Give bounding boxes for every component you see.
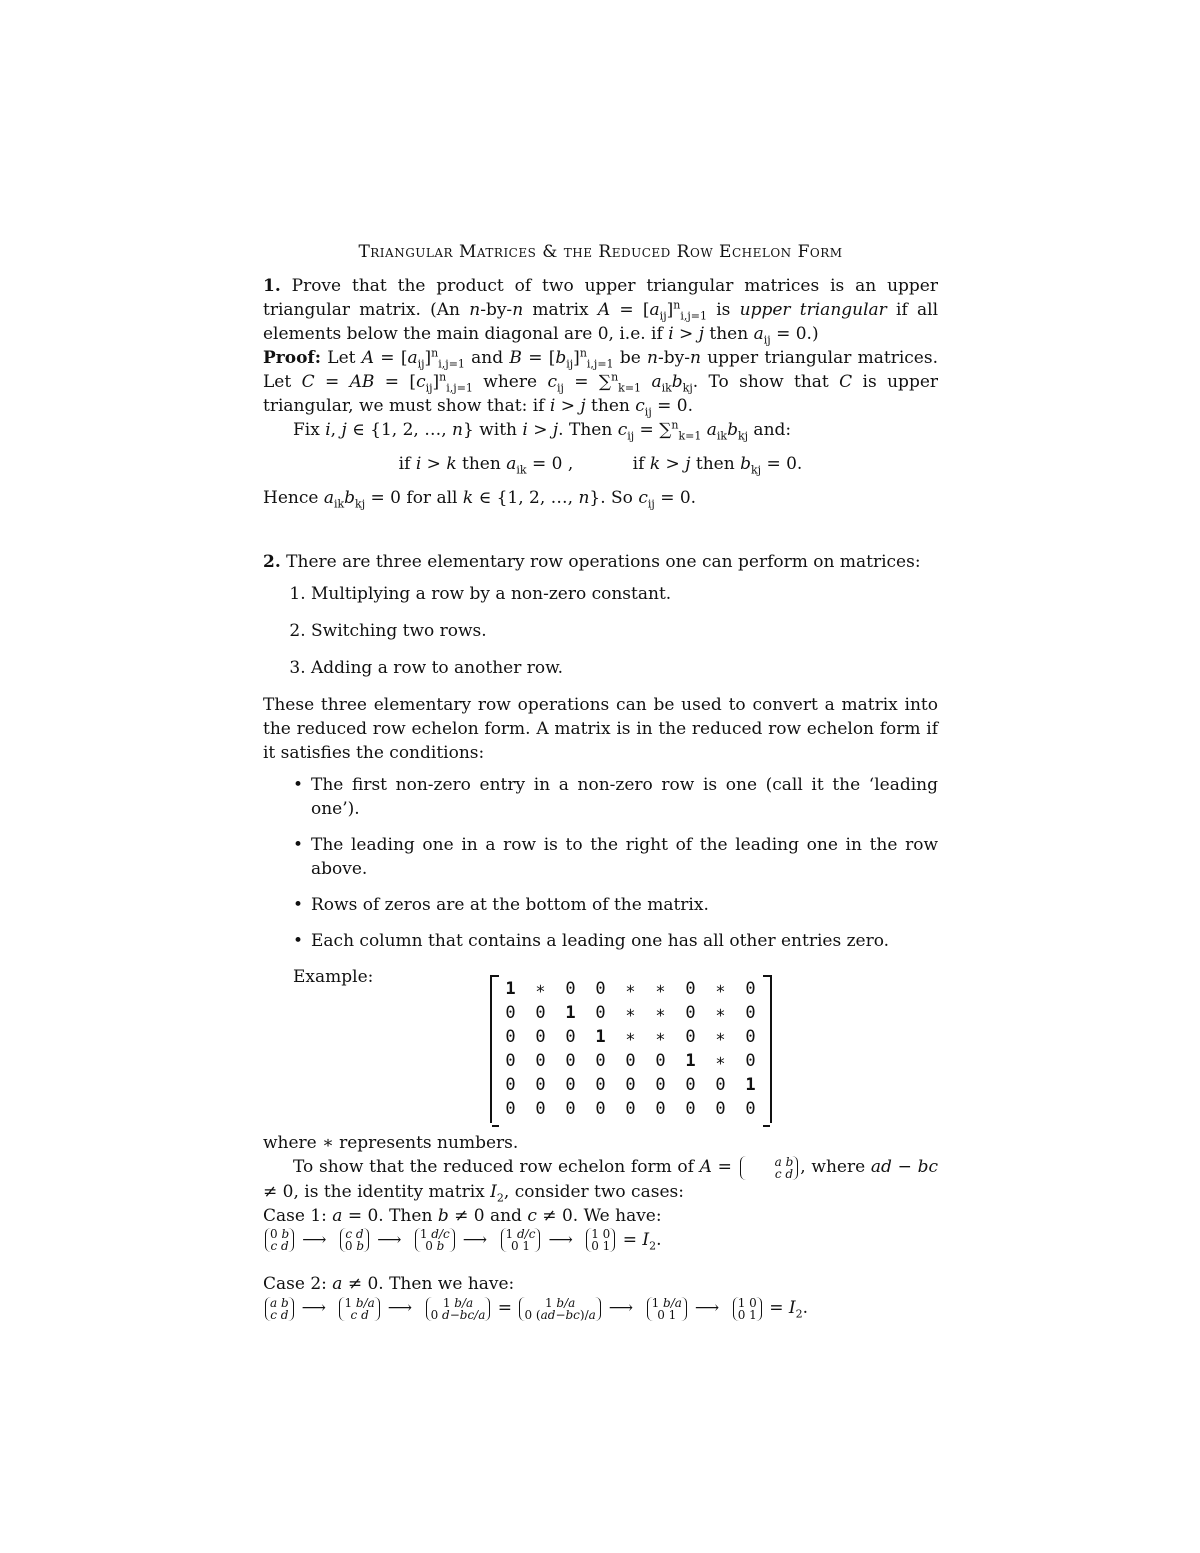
- matrix-cell: 0: [655, 1051, 666, 1071]
- case-1-steps: 0 b c d ⟶ c d 0 b ⟶ 1 d/c 0 b ⟶ 1 d/c 0 1 ⟶ 1 0 0 1 = $I_2$.: [263, 1228, 938, 1253]
- matrix-cell: 0: [505, 1099, 516, 1119]
- matrix-cell: 0: [565, 1099, 576, 1119]
- page-title: Triangular Matrices & the Reduced Row Echelon Form: [358, 242, 843, 262]
- problem-1-statement: 1. Prove that the product of two upper triangular matrices is an upper triangular matrix. (An n-by-n matrix $A = [a_{ij}]^n_{i,j=1}$ is upper triangular if all elements below the main diagonal are 0, i.e. if i > j then $a_{ij} = 0$.): [263, 276, 939, 347]
- matrix-cell: 0: [745, 1051, 756, 1071]
- matrix-cell: 0: [565, 1075, 576, 1095]
- matrix-row: [496, 1025, 766, 1049]
- proof-label: Proof:: [263, 348, 322, 368]
- rref-paragraph: These three elementary row operations can be used to convert a matrix into the reduced row echelon form. A matrix is in the reduced row echelon form if it satisfies the conditions:: [263, 695, 938, 763]
- list-item: • The first non-zero entry in a non-zero row is one (call it the ‘leading one’).: [311, 773, 938, 821]
- example-matrix: [490, 975, 772, 1123]
- matrix-cell: 0: [535, 1027, 546, 1047]
- matrix-cell: 0: [685, 979, 696, 999]
- list-item: 2. Switching two rows.: [311, 619, 938, 643]
- matrix-cell: 0: [625, 1099, 636, 1119]
- matrix-cell: ∗: [715, 1051, 726, 1071]
- proof-conditions: if i > k then $a_{ik} = 0$ , if k > j then $b_{kj} = 0$.: [398, 454, 803, 477]
- matrix-cell: 0: [715, 1075, 726, 1095]
- matrix-cell: ∗: [655, 1003, 666, 1023]
- show-paragraph: To show that the reduced row echelon form of A = a b c d , where ad − bc ≠ 0, is the identity matrix $I_2$, consider two cases:: [263, 1154, 939, 1204]
- matrix-cell: 0: [685, 1003, 696, 1023]
- matrix-cell: 1: [565, 1003, 576, 1023]
- proof-paragraph: Proof: Let $A = [a_{ij}]^n_{i,j=1}$ and $B = [b_{ij}]^n_{i,j=1}$ be n-by-n upper triangular matrices. Let C = AB = $[c_{ij}]^n_{i,j=1}$ where $c_{ij} = \sum^n_{k=1}$ $a_{ik}b_{kj}$. To show that C is upper triangular, we must show that: if i > j then $c_{ij} = 0$.: [263, 346, 939, 419]
- matrix-cell: ∗: [715, 1027, 726, 1047]
- matrix-cell: ∗: [655, 1027, 666, 1047]
- matrix-cell: 0: [535, 1003, 546, 1023]
- matrix-cell: 0: [715, 1099, 726, 1119]
- matrix-cell: 0: [625, 1075, 636, 1095]
- case-2-steps: a b c d ⟶ 1 b/a c d ⟶ 1 b/a 0 d−bc/a = 1 b/a 0 (ad−bc)/a ⟶ 1 b/a 0 1 ⟶ 1 0 0 1 = $I_2$.: [263, 1296, 938, 1321]
- matrix-cell: 0: [565, 1051, 576, 1071]
- case-2-head: Case 2: a ≠ 0. Then we have:: [263, 1274, 515, 1294]
- matrix-cell: 0: [655, 1075, 666, 1095]
- matrix-cell: 0: [685, 1099, 696, 1119]
- matrix-cell: 0: [685, 1075, 696, 1095]
- list-item: • Rows of zeros are at the bottom of the matrix.: [311, 893, 938, 917]
- matrix-cell: 0: [655, 1099, 666, 1119]
- matrix-cell: 0: [595, 1099, 606, 1119]
- problem-2-intro: 2. There are three elementary row operations one can perform on matrices:: [263, 552, 921, 572]
- matrix-cell: 0: [535, 1075, 546, 1095]
- rref-conditions-list: [263, 773, 938, 953]
- document-page: [263, 240, 938, 1321]
- proof-conclusion: Hence $a_{ik}b_{kj} = 0$ for all k ∈ {1, 2, …, n}. So $c_{ij} = 0$.: [263, 488, 697, 511]
- matrix-cell: 0: [535, 1099, 546, 1119]
- matrix-row: [496, 1049, 766, 1073]
- matrix-cell: ∗: [655, 979, 666, 999]
- matrix-table: [496, 977, 766, 1121]
- matrix-cell: 1: [595, 1027, 606, 1047]
- matrix-row: [496, 1001, 766, 1025]
- problem-2-number: 2.: [263, 552, 281, 572]
- matrix-cell: 0: [745, 1003, 756, 1023]
- matrix-cell: 1: [745, 1075, 756, 1095]
- row-operations-list: [263, 582, 938, 680]
- list-item: 3. Adding a row to another row.: [311, 656, 938, 680]
- matrix-a: a b c d: [740, 1156, 799, 1180]
- matrix-cell: 0: [565, 1027, 576, 1047]
- matrix-cell: 0: [685, 1027, 696, 1047]
- list-item: • The leading one in a row is to the right of the leading one in the row above.: [311, 833, 938, 881]
- list-item: • Each column that contains a leading one has all other entries zero.: [311, 929, 938, 953]
- matrix-row: [496, 1097, 766, 1121]
- matrix-cell: 0: [745, 1099, 756, 1119]
- matrix-cell: 0: [505, 1003, 516, 1023]
- example-matrix-wrap: [323, 975, 938, 1123]
- matrix-cell: 0: [505, 1027, 516, 1047]
- matrix-cell: 0: [505, 1051, 516, 1071]
- matrix-cell: 0: [595, 1051, 606, 1071]
- matrix-cell: 1: [505, 979, 516, 999]
- matrix-cell: ∗: [715, 1003, 726, 1023]
- matrix-cell: 0: [745, 1027, 756, 1047]
- case-1-head: Case 1: a = 0. Then b ≠ 0 and c ≠ 0. We have:: [263, 1205, 662, 1226]
- matrix-cell: ∗: [625, 979, 636, 999]
- matrix-cell: 0: [625, 1051, 636, 1071]
- matrix-cell: ∗: [535, 979, 546, 999]
- matrix-cell: 0: [505, 1075, 516, 1095]
- matrix-cell: 0: [745, 979, 756, 999]
- matrix-cell: ∗: [625, 1003, 636, 1023]
- matrix-cell: 0: [535, 1051, 546, 1071]
- matrix-cell: 0: [595, 1003, 606, 1023]
- matrix-cell: 1: [685, 1051, 696, 1071]
- matrix-cell: 0: [595, 979, 606, 999]
- example-label: Example:: [293, 967, 374, 987]
- matrix-cell: ∗: [625, 1027, 636, 1047]
- proof-fix-line: Fix i, j ∈ {1, 2, …, n} with i > j. Then $c_{ij} = \sum^n_{k=1}$ $a_{ik}b_{kj}$ and:: [293, 418, 792, 443]
- matrix-cell: 0: [565, 979, 576, 999]
- list-item: 1. Multiplying a row by a non-zero constant.: [311, 582, 938, 606]
- where-note: where ∗ represents numbers.: [263, 1133, 519, 1153]
- matrix-cell: ∗: [715, 979, 726, 999]
- matrix-row: [496, 1073, 766, 1097]
- problem-1-number: 1.: [263, 276, 281, 296]
- matrix-cell: 0: [595, 1075, 606, 1095]
- matrix-row: [496, 977, 766, 1001]
